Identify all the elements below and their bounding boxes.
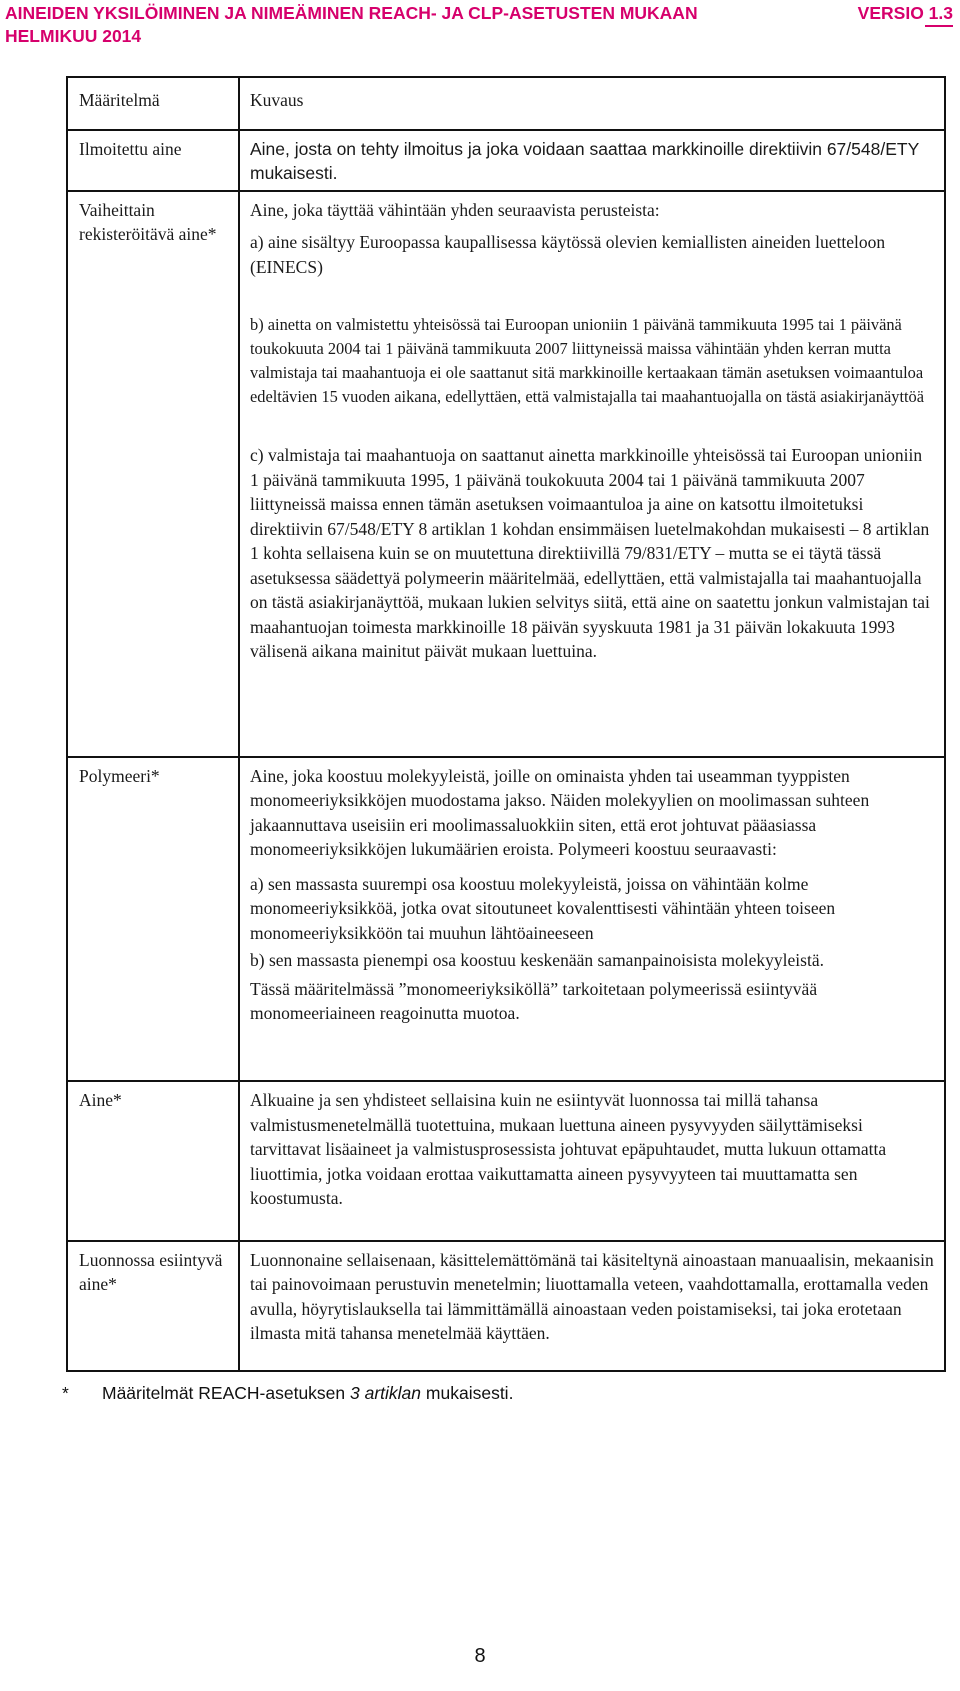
paragraph: Aine, joka täyttää vähintään yhden seuraavista perusteista:: [250, 199, 660, 220]
description-cell: Aine, josta on tehty ilmoitus ja joka voidaan saattaa markkinoille direktiivin 67/548/ETY mukaisesti.: [239, 130, 945, 191]
document-header: [5, 2, 953, 48]
description-cell: [239, 191, 945, 757]
footnote-article: 3 artiklan: [350, 1383, 422, 1403]
paragraph: Aine, joka koostuu molekyyleistä, joille on ominaista yhden tai useamman tyyppisten monomeeriyksikköjen muodostama jakso. Näiden molekyylien on moolimassan suhteen jakaannuttava useisiin eri moolimassaluokkiin siten, että erot johtuvat pääasiassa monomeeriyksikköjen lukumäärien eroista. Polymeeri koostuu seuraavasti:: [250, 765, 870, 860]
definitions-table: [66, 76, 946, 1372]
table-row: [67, 191, 945, 757]
table-row: [67, 757, 945, 1082]
column-header-description: Kuvaus: [239, 77, 945, 130]
footnote-text-end: mukaisesti.: [425, 1383, 514, 1403]
header-date: HELMIKUU 2014: [5, 26, 142, 46]
criterion-b: b) ainetta on valmistettu yhteisössä tai Euroopan unioniin 1 päivänä tammikuuta 1995 tai 1 päivänä toukokuuta 2004 tai 1 päivänä tammikuuta 2007 liittyneissä maissa vähintään yhden kerran mutta valmistaja tai maahantuoja ei ole saattanut sitä markkinoille kertaakaan tämän asetuksen voimaantuloa edeltävien 15 vuoden aikana, edellyttäen, että valmistajalla tai maahantuojalla on tästä asiakirjanäyttöä: [250, 315, 925, 407]
term-cell: Luonnossa esiintyvä aine*: [67, 1241, 239, 1371]
header-title: AINEIDEN YKSILÖIMINEN JA NIMEÄMINEN REACH- JA CLP-ASETUSTEN MUKAAN: [5, 3, 698, 23]
table-row: [67, 130, 945, 191]
footnote-marker: *: [62, 1383, 69, 1403]
term-cell: Vaiheittain rekisteröitävä aine*: [67, 191, 239, 757]
criterion-a: a) aine sisältyy Euroopassa kaupallisessa käytössä olevien kemiallisten aineiden luetteloon (EINECS): [250, 232, 886, 277]
header-version: VERSIO 1.3: [857, 3, 953, 23]
term-cell: Polymeeri*: [67, 757, 239, 1082]
page-number: 8: [474, 1645, 486, 1667]
table-header-row: [67, 77, 945, 130]
term-cell: Ilmoitettu aine: [67, 130, 239, 191]
description-cell: [239, 757, 945, 1082]
column-header-term: Määritelmä: [67, 77, 239, 130]
footnote-text: Määritelmät REACH-asetuksen: [102, 1383, 346, 1403]
description-cell: Alkuaine ja sen yhdisteet sellaisina kuin ne esiintyvät luonnossa tai millä tahansa valmistusmenetelmällä tuotettuina, mukaan luettuna aineen pysyvyyden säilyttämiseksi tarvittavat lisäaineet ja valmistusprosessista johtuvat epäpuhtaudet, mutta lukuun ottamatta liuottimia, jotka voidaan erottaa vaikuttamatta aineen pysyvyyteen tai muuttamatta sen koostumusta.: [239, 1081, 945, 1240]
term-cell: Aine*: [67, 1081, 239, 1240]
table-row: [67, 1241, 945, 1371]
criterion-b: b) sen massasta pienempi osa koostuu keskenään samanpainoisista molekyyleistä.: [250, 950, 824, 971]
criterion-a: a) sen massasta suurempi osa koostuu molekyyleistä, joissa on vähintään kolme monomeeriyksikköä, jotka ovat sitoutuneet kovalenttisesti vähintään yhteen toiseen monomeeriyksikköön tai muuhun lähtöaineeseen: [250, 873, 836, 943]
paragraph-note: Tässä määritelmässä ”monomeeriyksiköllä” tarkoitetaan polymeerissä esiintyvää monomeeriaineen reagoinutta muotoa.: [250, 978, 818, 1024]
description-cell: Luonnonaine sellaisenaan, käsittelemättömänä tai käsiteltynä ainoastaan manuaalisin, mekaanisin tai painovoimaan perustuvin menetelmin; liuottamalla veteen, vaahdottamalla, erottamalla veden avulla, höyrytislauksella tai lämmittämällä ainoastaan veden poistamiseksi, tai joka erotetaan ilmasta mitä tahansa menetelmää käyttäen.: [239, 1241, 945, 1371]
footnote: [62, 1383, 513, 1404]
criterion-c: c) valmistaja tai maahantuoja on saattanut ainetta markkinoille yhteisössä tai Euroopan unioniin 1 päivänä tammikuuta 1995, 1 päivänä toukokuuta 2004 tai 1 päivänä tammikuuta 2007 liittyneissä maissa ennen tämän asetuksen voimaantuloa ja aine on katsottu ilmoitetuksi direktiivin 67/548/ETY 8 artiklan 1 kohdan ensimmäisen luetelmakohdan mukaisesti – 8 artiklan 1 kohta sellaisena kuin se on muutettuna direktiivillä 79/831/ETY – mutta se ei täytä tässä asetuksessa säädettyä polymeerin määritelmää, edellyttäen, että valmistajalla tai maahantuojalla on tästä asiakirjanäyttöä, mukaan lukien selvitys siitä, että aine on saatettu jonkun valmistajan tai maahantuojan toimesta markkinoille 18 päivän syyskuuta 1981 ja 31 päivän lokakuuta 1993 välisenä aikana mainitut päivät mukaan luettuina.: [250, 445, 930, 662]
table-row: [67, 1081, 945, 1240]
header-rule: [925, 25, 953, 27]
